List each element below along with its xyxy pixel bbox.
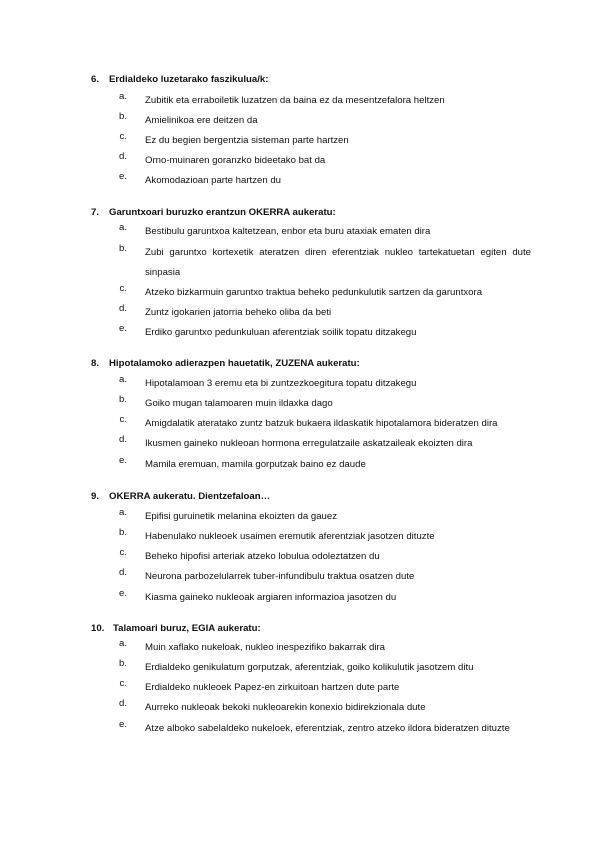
- option-letter: c.: [119, 414, 127, 425]
- option-text: Erdialdeko nukleoek Papez-en zirkuitoan hartzen dute parte: [145, 682, 400, 693]
- option-letter: d.: [118, 698, 127, 709]
- option-a: [91, 222, 531, 242]
- option-c: [91, 547, 531, 567]
- question-8: [91, 357, 531, 470]
- option-letter: c.: [119, 283, 127, 294]
- option-letter: c.: [119, 131, 127, 142]
- option-text: Amigdalatik ateratako zuntz batzuk bukaera ildaskatik hipotalamora bideratzen dira: [145, 418, 498, 429]
- option-letter: c.: [119, 678, 127, 689]
- option-d: [91, 434, 531, 454]
- option-letter: d.: [118, 567, 127, 578]
- option-e: [91, 323, 531, 343]
- option-text: Bestibulu garuntxoa kaltetzean, enbor eta buru ataxiak ematen dira: [145, 226, 431, 237]
- option-text: Zuntz igokarien jatorria beheko oliba da beti: [145, 307, 332, 318]
- question-number: 8.: [91, 358, 100, 369]
- option-text: Orno-muinaren goranzko bideetako bat da: [145, 155, 326, 166]
- option-letter: b.: [118, 394, 127, 405]
- option-letter: c.: [119, 547, 127, 558]
- option-text: Goiko mugan talamoaren muin ildaxka dago: [145, 398, 333, 409]
- option-c: [91, 131, 531, 151]
- question-header: [91, 73, 531, 87]
- option-letter: b.: [118, 243, 127, 254]
- option-c: [91, 283, 531, 303]
- option-text: Zubi garuntxo kortexetik ateratzen diren eferentziak nukleo tartekatuetan egiten dute sinpasia: [145, 247, 531, 278]
- option-b: [91, 111, 531, 131]
- question-header: [91, 490, 531, 504]
- option-a: [91, 374, 531, 394]
- option-letter: a.: [118, 91, 127, 102]
- option-d: [91, 698, 531, 718]
- option-text: Ikusmen gaineko nukleoan hormona erregulatzaile askatzaileak ekoizten dira: [145, 438, 473, 449]
- option-text: Epifisi guruinetik melanina ekoizten da gauez: [145, 511, 337, 522]
- option-e: [91, 171, 531, 191]
- option-d: [91, 303, 531, 323]
- option-text: Erdialdeko genikulatum gorputzak, aferentziak, goiko kolikulutik jasotzem ditu: [145, 662, 474, 673]
- option-letter: e.: [118, 455, 127, 466]
- option-letter: d.: [118, 303, 127, 314]
- option-letter: a.: [118, 222, 127, 233]
- option-c: [91, 678, 531, 698]
- option-letter: a.: [118, 374, 127, 385]
- question-7: [91, 206, 531, 338]
- option-b: [91, 243, 531, 283]
- option-c: [91, 414, 531, 434]
- question-header: [91, 357, 531, 371]
- question-9: [91, 490, 531, 603]
- question-10: [91, 622, 531, 734]
- option-text: Ez du begien bergentzia sisteman parte hartzen: [145, 135, 349, 146]
- option-text: Erdiko garuntxo pedunkuluan aferentziak soilik topatu ditzakegu: [145, 327, 417, 338]
- option-letter: e.: [118, 171, 127, 182]
- question-title: Talamoari buruz, EGIA aukeratu:: [113, 623, 261, 634]
- question-6: [91, 73, 531, 186]
- question-header: [91, 622, 531, 636]
- option-letter: a.: [118, 638, 127, 649]
- option-text: Neurona parbozelularrek tuber-infundibulu traktua osatzen dute: [145, 571, 415, 582]
- option-text: Atzeko bizkarmuin garuntxo traktua beheko pedunkulutik sartzen da garuntxora: [145, 287, 483, 298]
- option-a: [91, 638, 531, 658]
- option-e: [91, 455, 531, 475]
- option-text: Habenulako nukleoek usaimen eremutik aferentziak jasotzen dituzte: [145, 531, 435, 542]
- question-title: Garuntxoari buruzko erantzun OKERRA aukeratu:: [109, 207, 336, 218]
- option-a: [91, 91, 531, 111]
- option-text: Zubitik eta erraboiletik luzatzen da baina ez da mesentzefalora heltzen: [145, 95, 445, 106]
- question-title: Hipotalamoko adierazpen hauetatik, ZUZENA aukeratu:: [109, 358, 360, 369]
- question-number: 9.: [91, 491, 100, 502]
- question-title: Erdialdeko luzetarako faszikulua/k:: [109, 74, 269, 85]
- option-b: [91, 658, 531, 678]
- question-number: 7.: [91, 207, 100, 218]
- option-a: [91, 507, 531, 527]
- option-text: Aurreko nukleoak bekoki nukleoarekin konexio bidirekzionala dute: [145, 702, 426, 713]
- option-letter: a.: [118, 507, 127, 518]
- option-text: Akomodazioan parte hartzen du: [145, 175, 281, 186]
- option-b: [91, 527, 531, 547]
- question-header: [91, 206, 531, 220]
- option-d: [91, 151, 531, 171]
- option-text: Amielinikoa ere deitzen da: [145, 115, 258, 126]
- option-d: [91, 567, 531, 587]
- option-text: Beheko hipofisi arteriak atzeko lobulua odoleztatzen du: [145, 551, 380, 562]
- question-title: OKERRA aukeratu. Dientzefaloan…: [109, 491, 271, 502]
- question-number: 10.: [91, 623, 105, 634]
- option-text: Atze alboko sabelaldeko nukeloek, eferentziak, zentro atzeko ildora bideratzen dituzte: [145, 723, 510, 734]
- option-letter: b.: [118, 527, 127, 538]
- option-letter: e.: [118, 588, 127, 599]
- option-text: Mamila eremuan, mamila gorputzak baino ez daude: [145, 459, 366, 470]
- option-text: Hipotalamoan 3 eremu eta bi zuntzezkoegitura topatu ditzakegu: [145, 378, 417, 389]
- option-letter: b.: [118, 111, 127, 122]
- option-e: [91, 719, 531, 739]
- option-letter: b.: [118, 658, 127, 669]
- option-letter: e.: [118, 323, 127, 334]
- option-b: [91, 394, 531, 414]
- question-number: 6.: [91, 74, 100, 85]
- option-text: Kiasma gaineko nukleoak argiaren informazioa jasotzen du: [145, 592, 397, 603]
- option-letter: e.: [118, 719, 127, 730]
- option-letter: d.: [118, 151, 127, 162]
- option-e: [91, 588, 531, 608]
- option-text: Muin xaflako nukeloak, nukleo inespezifiko bakarrak dira: [145, 642, 385, 653]
- option-letter: d.: [118, 434, 127, 445]
